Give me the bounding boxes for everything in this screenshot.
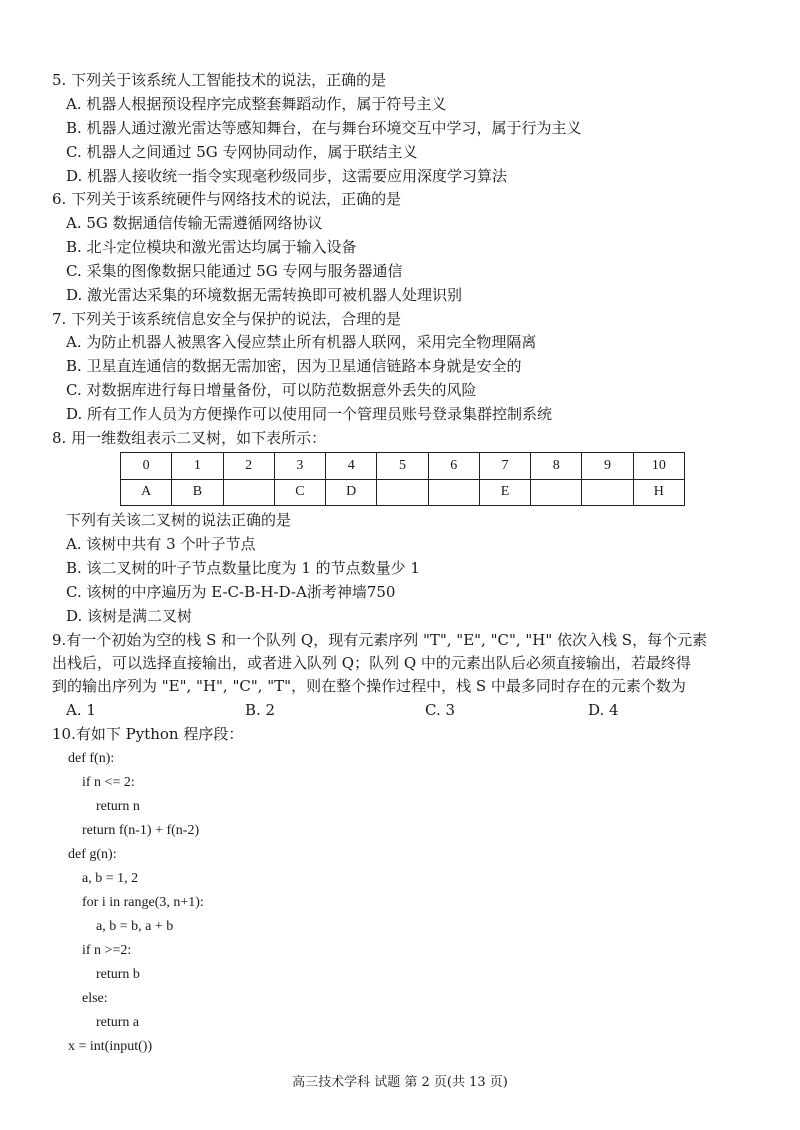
q8-option-a: A. 该树中共有 3 个叶子节点: [66, 535, 256, 553]
binary-tree-array-table: [120, 452, 685, 506]
code-line: return n: [68, 799, 140, 814]
page-footer: 高三技术学科 试题 第 2 页(共 13 页): [292, 1075, 508, 1090]
array-index-cell: 10: [633, 453, 684, 480]
array-index-cell: 9: [582, 453, 633, 480]
q8-question: 下列有关该二叉树的说法正确的是: [66, 511, 292, 529]
q5-option-c: C. 机器人之间通过 5G 专网协同动作，属于联结主义: [66, 143, 418, 161]
array-index-row: [121, 453, 685, 480]
q9-option-b: B. 2: [245, 701, 276, 719]
q6-option-c: C. 采集的图像数据只能通过 5G 专网与服务器通信: [66, 262, 403, 280]
array-value-cell: E: [479, 479, 530, 506]
array-index-cell: 7: [479, 453, 530, 480]
array-value-cell: B: [172, 479, 223, 506]
q5-option-a: A. 机器人根据预设程序完成整套舞蹈动作，属于符号主义: [66, 95, 447, 113]
q8-option-b: B. 该二叉树的叶子节点数量比度为 1 的节点数量少 1: [66, 559, 420, 577]
array-index-cell: 5: [377, 453, 428, 480]
array-value-cell: A: [121, 479, 172, 506]
q10-stem: 10.有如下 Python 程序段：: [52, 725, 244, 743]
array-index-cell: 2: [223, 453, 274, 480]
array-value-cell: [223, 479, 274, 506]
array-value-cell: [377, 479, 428, 506]
q7-option-a: A. 为防止机器人被黑客入侵应禁止所有机器人联网，采用完全物理隔离: [66, 333, 537, 351]
q6-option-a: A. 5G 数据通信传输无需遵循网络协议: [66, 214, 323, 232]
q9-option-a: A. 1: [66, 701, 96, 719]
q5-option-d: D. 机器人接收统一指令实现毫秒级同步，这需要应用深度学习算法: [66, 167, 508, 185]
code-line: for i in range(3, n+1):: [68, 895, 204, 910]
array-value-row: [121, 479, 685, 506]
q6-option-b: B. 北斗定位模块和激光雷达均属于输入设备: [66, 238, 357, 256]
q7-stem: 7. 下列关于该系统信息安全与保护的说法，合理的是: [52, 310, 402, 328]
q8-option-d: D. 该树是满二叉树: [66, 607, 193, 625]
code-line: return a: [68, 1015, 140, 1030]
q9-line-2: 出栈后，可以选择直接输出，或者进入队列 Q；队列 Q 中的元素出队后必须直接输出，若最终得: [52, 654, 691, 672]
array-index-cell: 8: [531, 453, 582, 480]
code-line: def g(n):: [68, 847, 117, 862]
code-line: def f(n):: [68, 751, 115, 766]
code-line: a, b = b, a + b: [68, 919, 174, 934]
q9-option-c: C. 3: [425, 701, 456, 719]
array-index-cell: 4: [326, 453, 377, 480]
q7-option-c: C. 对数据库进行每日增量备份，可以防范数据意外丢失的风险: [66, 381, 477, 399]
q5-stem: 5. 下列关于该系统人工智能技术的说法，正确的是: [52, 71, 387, 89]
code-line: a, b = 1, 2: [68, 871, 139, 886]
q9-option-d: D. 4: [588, 701, 619, 719]
q8-option-c: C. 该树的中序遍历为 E-C-B-H-D-A浙考神墙750: [66, 583, 396, 601]
array-value-cell: H: [633, 479, 684, 506]
array-index-cell: 1: [172, 453, 223, 480]
q6-option-d: D. 激光雷达采集的环境数据无需转换即可被机器人处理识别: [66, 286, 463, 304]
array-value-cell: D: [326, 479, 377, 506]
code-line: x = int(input()): [68, 1039, 153, 1054]
q9-line-3: 到的输出序列为 "E", "H", "C", "T"，则在整个操作过程中，栈 S 中最多同时存在的元素个数为: [52, 677, 686, 695]
array-index-cell: 6: [428, 453, 479, 480]
code-line: return f(n-1) + f(n-2): [68, 823, 200, 838]
code-line: return b: [68, 967, 140, 982]
q7-option-b: B. 卫星直连通信的数据无需加密，因为卫星通信链路本身就是安全的: [66, 357, 522, 375]
array-value-cell: [531, 479, 582, 506]
q5-option-b: B. 机器人通过激光雷达等感知舞台，在与舞台环境交互中学习，属于行为主义: [66, 119, 582, 137]
q6-stem: 6. 下列关于该系统硬件与网络技术的说法，正确的是: [52, 190, 402, 208]
array-value-cell: C: [274, 479, 325, 506]
array-value-cell: [428, 479, 479, 506]
array-index-cell: 3: [274, 453, 325, 480]
q9-line-1: 9.有一个初始为空的栈 S 和一个队列 Q，现有元素序列 "T", "E", "C", "H" 依次入栈 S，每个元素: [52, 631, 708, 649]
code-line: if n <= 2:: [68, 775, 135, 790]
q7-option-d: D. 所有工作人员为方便操作可以使用同一个管理员账号登录集群控制系统: [66, 405, 553, 423]
code-line: else:: [68, 991, 108, 1006]
q8-stem: 8. 用一维数组表示二叉树，如下表所示：: [52, 429, 327, 447]
array-value-cell: [582, 479, 633, 506]
code-line: if n >=2:: [68, 943, 132, 958]
array-index-cell: 0: [121, 453, 172, 480]
